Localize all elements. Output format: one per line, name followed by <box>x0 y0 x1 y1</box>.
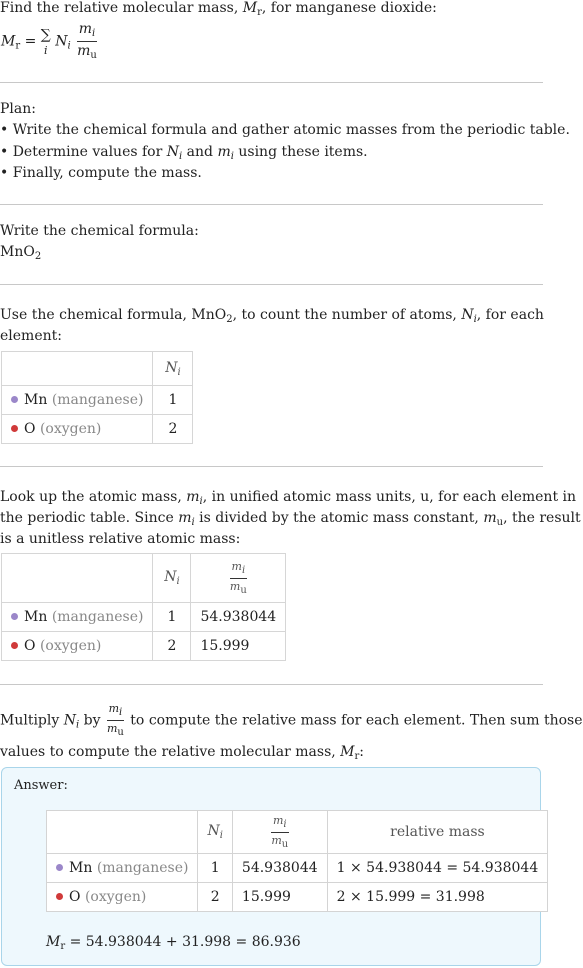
divider <box>0 466 543 467</box>
o-dot-icon <box>11 642 18 649</box>
divider <box>0 684 543 685</box>
plan-title: Plan: <box>0 101 36 117</box>
answer-label: Answer: <box>14 778 68 793</box>
intro-text: Find the relative molecular mass, $M_r$, for manganese dioxide: <box>0 0 437 18</box>
divider <box>0 204 543 205</box>
answer-table: $N_i$ $\frac{mi}{mu}$ relative mass Mn (manganese) 1 54.938044 1 × 54.938044 = 54.938044 O (oxygen) 2 15.999 2 × 15.999 = 31.998 <box>46 810 548 912</box>
mn-dot-icon <box>56 864 63 871</box>
lookup-line1: Look up the atomic mass, $m_i$, in unified atomic mass units, u, for each element in <box>0 489 577 507</box>
chemical-formula: MnO$_2$ <box>0 244 42 262</box>
table-row: O (oxygen) 2 <box>2 415 193 444</box>
divider <box>0 284 543 285</box>
plan-item-3: • Finally, compute the mass. <box>0 165 202 181</box>
main-formula: $M_r$ = ∑ i $N_i$ $\frac{m_i}{m_u}$ <box>1 21 97 61</box>
multiply-line2: values to compute the relative molecular mass, $M_r$: <box>0 744 365 762</box>
final-result: $M_r = 54.938044 + 31.998 = 86.936$ <box>46 934 301 952</box>
table-row: Mn (manganese) 1 54.938044 <box>2 603 286 632</box>
o-dot-icon <box>11 425 18 432</box>
write-title: Write the chemical formula: <box>0 223 199 239</box>
mn-dot-icon <box>11 613 18 620</box>
o-dot-icon <box>56 893 63 900</box>
divider <box>0 82 543 83</box>
table-row: Mn (manganese) 1 <box>2 386 193 415</box>
answer-box <box>1 767 541 966</box>
plan-item-1: • Write the chemical formula and gather atomic masses from the periodic table. <box>0 122 570 138</box>
count-text-line1: Use the chemical formula, MnO$_2$, to count the number of atoms, $N_i$, for each <box>0 307 544 325</box>
table-row: Mn (manganese) 1 54.938044 1 × 54.938044 = 54.938044 <box>47 854 548 883</box>
mn-dot-icon <box>11 396 18 403</box>
plan-item-2: • Determine values for $N_i$ and $m_i$ using these items. <box>0 144 368 162</box>
lookup-line3: is a unitless relative atomic mass: <box>0 531 241 547</box>
lookup-line2: the periodic table. Since $m_i$ is divided by the atomic mass constant, $m_u$, the result <box>0 510 581 528</box>
count-text-line2: element: <box>0 328 62 344</box>
count-table: $N_i$ Mn (manganese) 1 O (oxygen) 2 <box>1 351 193 444</box>
lookup-table: $N_i$ $\frac{mi}{mu}$ Mn (manganese) 1 54.938044 O (oxygen) 2 15.999 <box>1 553 286 661</box>
table-row: O (oxygen) 2 15.999 <box>2 632 286 661</box>
table-row: O (oxygen) 2 15.999 2 × 15.999 = 31.998 <box>47 883 548 912</box>
multiply-line1: Multiply $N_i$ by $\frac{mi}{mu}$ to compute the relative mass for each element. Then sum those <box>0 702 583 738</box>
